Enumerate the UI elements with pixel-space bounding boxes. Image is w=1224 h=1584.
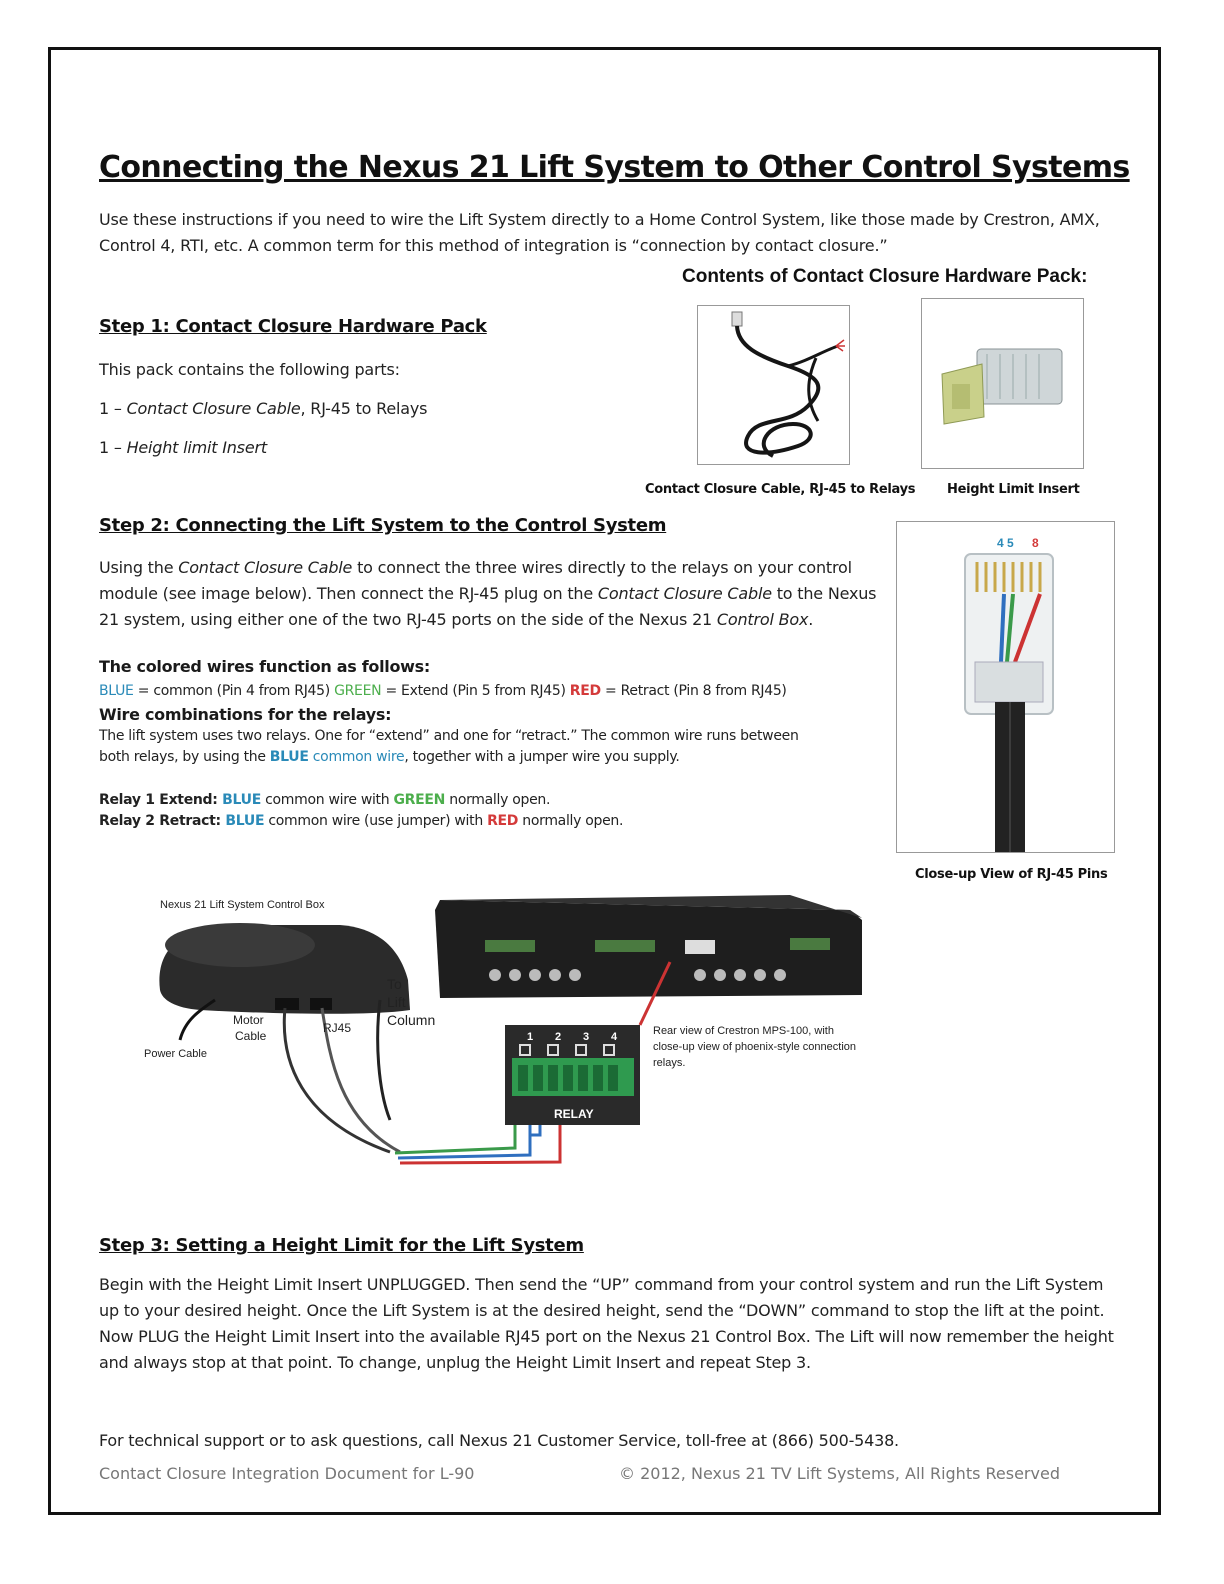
combo-heading: Wire combinations for the relays:: [99, 705, 392, 724]
contents-heading: Contents of Contact Closure Hardware Pack:: [682, 266, 1088, 287]
relay-number: 1: [527, 1031, 534, 1043]
footer-document-title: Contact Closure Integration Document for L-90: [99, 1464, 475, 1483]
relay-label: RELAY: [554, 1107, 594, 1121]
relay-number: 3: [583, 1031, 590, 1043]
cable-caption: Contact Closure Cable, RJ-45 to Relays: [645, 482, 916, 497]
support-text: For technical support or to ask questions, call Nexus 21 Customer Service, toll-free at (866) 500-5438.: [99, 1431, 899, 1450]
step3-line: and always stop at that point. To change, unplug the Height Limit Insert and repeat Step 3.: [99, 1353, 811, 1372]
relay-number: 2: [555, 1031, 562, 1043]
motor-cable-label: Motor Cable: [233, 1013, 267, 1043]
step3-line: Begin with the Height Limit Insert UNPLUGGED. Then send the “UP” command from your control system and run the Lift System: [99, 1275, 1104, 1294]
step2-paragraph: [99, 555, 876, 633]
step1-text: This pack contains the following parts:: [99, 360, 400, 379]
rj45-port-label: RJ45: [323, 1021, 352, 1035]
step3-line: Now PLUG the Height Limit Insert into the available RJ45 port on the Nexus 21 Control Box. The Lift will now remember the height: [99, 1327, 1114, 1346]
relay1-line: Relay 1 Extend: BLUE common wire with GREEN normally open.: [99, 792, 551, 808]
page-title: Connecting the Nexus 21 Lift System to Other Control Systems: [99, 150, 1130, 185]
to-lift-column-label: To Lift Column: [387, 976, 436, 1028]
step2-line: 21 system, using either one of the two RJ-45 ports on the side of the Nexus 21 Control Box.: [99, 610, 814, 629]
relay2-line: Relay 2 Retract: BLUE common wire (use jumper) with RED normally open.: [99, 813, 624, 829]
parts-list-item: 1 – Contact Closure Cable, RJ-45 to Relays: [99, 399, 428, 418]
step3-heading: Step 3: Setting a Height Limit for the Lift System: [99, 1235, 584, 1256]
step3-paragraph: [99, 1272, 1114, 1376]
pins-label-45: 4 5: [997, 536, 1014, 550]
step3-line: up to your desired height. Once the Lift System is at the desired height, send the “DOWN” command to stop the lift at the point.: [99, 1301, 1105, 1320]
relay-number: 4: [611, 1031, 618, 1043]
height-limit-insert-image: [921, 298, 1084, 469]
footer-copyright: © 2012, Nexus 21 TV Lift Systems, All Rights Reserved: [619, 1464, 1060, 1483]
intro-line: Control 4, RTI, etc. A common term for this method of integration is “connection by contact closure.”: [99, 236, 888, 255]
pins-label-8: 8: [1032, 536, 1039, 550]
wiring-diagram: [140, 890, 900, 1180]
combo-line: The lift system uses two relays. One for “extend” and one for “retract.” The common wire runs between: [99, 728, 799, 744]
wire-function-line: BLUE = common (Pin 4 from RJ45) GREEN = Extend (Pin 5 from RJ45) RED = Retract (Pin 8 from RJ45): [99, 683, 787, 699]
insert-caption: Height Limit Insert: [947, 482, 1080, 497]
crestron-description: Rear view of Crestron MPS-100, with close-up view of phoenix-style connection relays.: [653, 1025, 857, 1069]
parts-list-item: 1 – Height limit Insert: [99, 438, 267, 457]
control-box-label: Nexus 21 Lift System Control Box: [160, 899, 325, 911]
step2-line: module (see image below). Then connect the RJ-45 plug on the Contact Closure Cable to the Nexus: [99, 584, 877, 603]
intro-line: Use these instructions if you need to wire the Lift System directly to a Home Control System, like those made by Crestron, AMX,: [99, 210, 1100, 229]
power-cable-label: Power Cable: [144, 1048, 207, 1060]
contact-closure-cable-image: [697, 305, 850, 465]
combo-text: [99, 726, 799, 768]
step2-line: Using the Contact Closure Cable to connect the three wires directly to the relays on your control: [99, 558, 852, 577]
step2-heading: Step 2: Connecting the Lift System to the Control System: [99, 515, 667, 536]
combo-line: both relays, by using the BLUE common wire, together with a jumper wire you supply.: [99, 749, 680, 765]
rj45-closeup-image: [896, 521, 1115, 853]
intro-paragraph: [99, 207, 1100, 259]
wires-heading: The colored wires function as follows:: [99, 657, 430, 676]
rj45-caption: Close-up View of RJ-45 Pins: [915, 867, 1108, 882]
step1-heading: Step 1: Contact Closure Hardware Pack: [99, 316, 487, 337]
